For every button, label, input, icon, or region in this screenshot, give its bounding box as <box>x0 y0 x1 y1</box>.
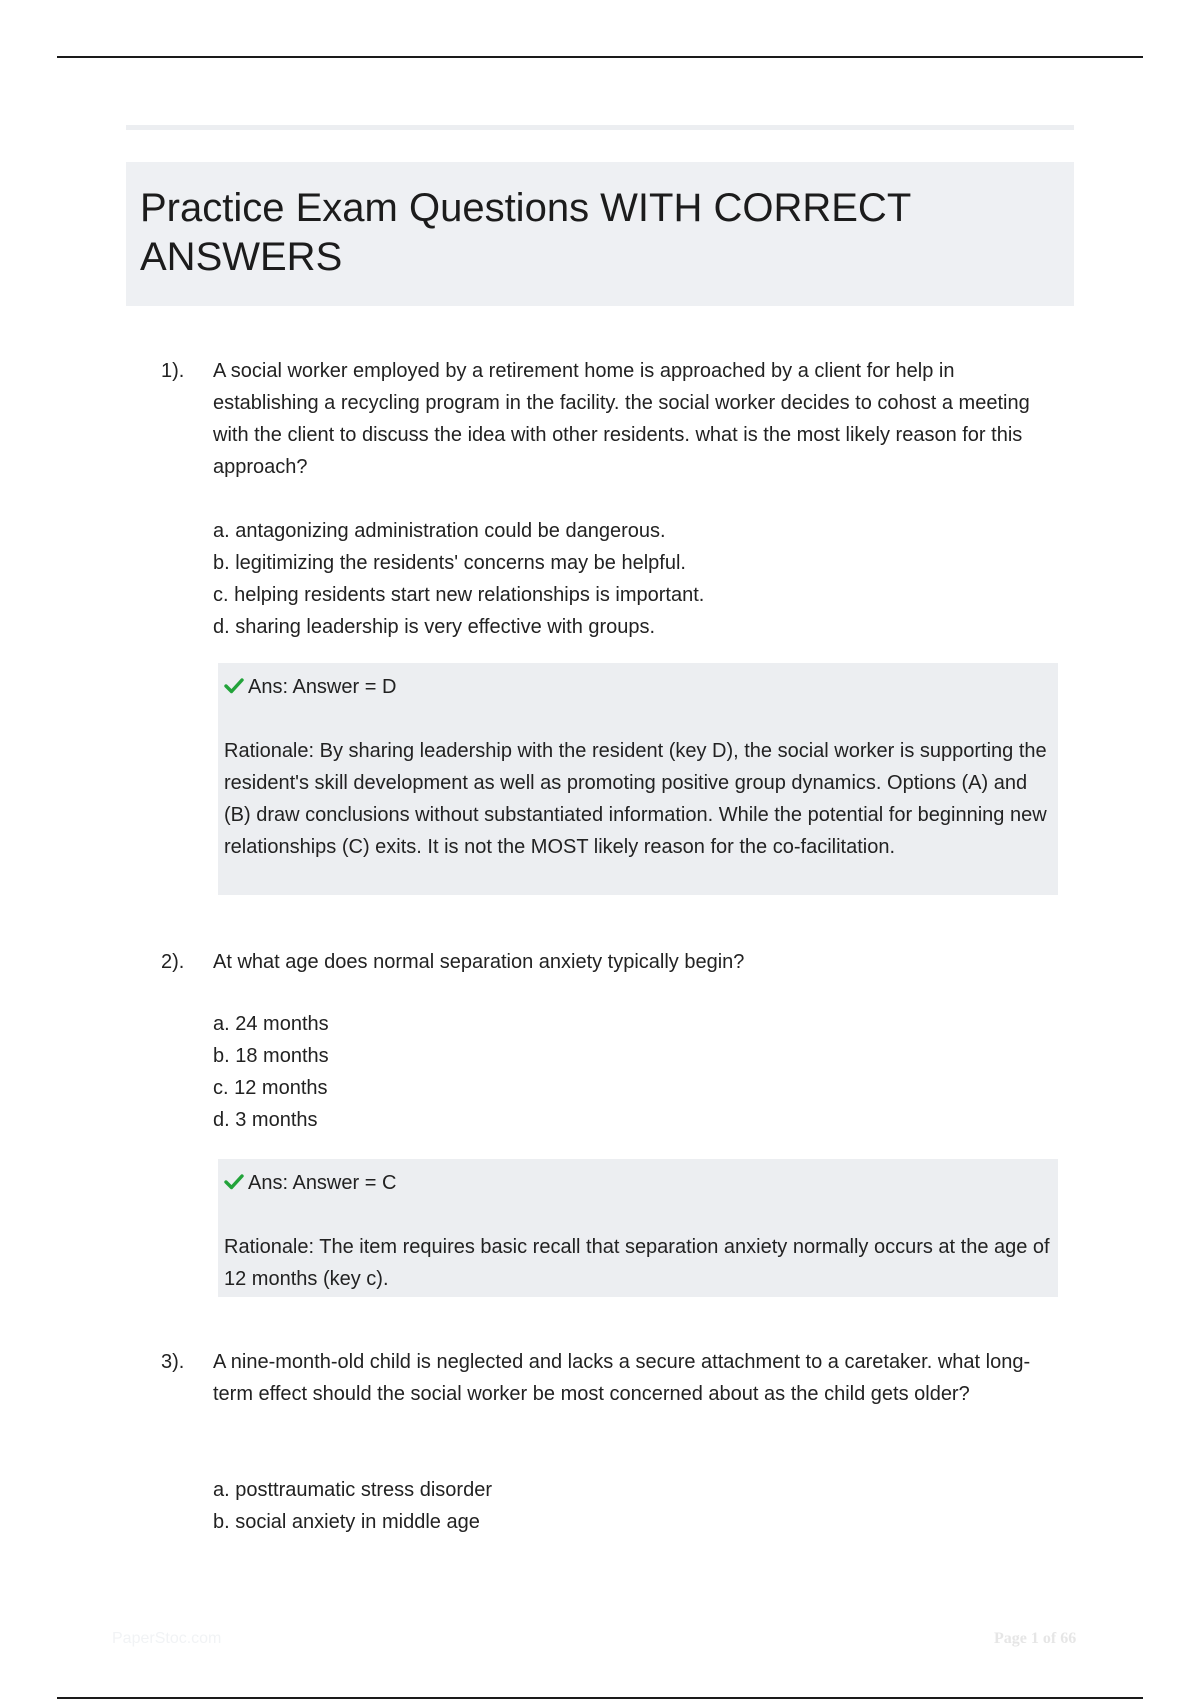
question-text: A social worker employed by a retirement home is approached by a client for help in establishing a recycling program in the facility. the social worker decides to cohost a meeting with the client to discuss the idea with other residents. what is the most likely reason for this approach? <box>213 360 1030 478</box>
option-a: a. 24 months <box>213 1013 329 1035</box>
check-icon <box>224 1173 244 1191</box>
page-title: Practice Exam Questions WITH CORRECT ANSWERS <box>140 186 911 279</box>
option-d: d. sharing leadership is very effective with groups. <box>213 616 656 638</box>
answer-line <box>224 1167 396 1199</box>
option-b: b. 18 months <box>213 1045 329 1067</box>
option-list <box>213 515 704 643</box>
answer-box <box>218 1159 1058 1297</box>
option-c: c. 12 months <box>213 1077 328 1099</box>
page-number: Page 1 of 66 <box>994 1630 1077 1647</box>
option-list <box>213 1008 329 1136</box>
question-text: At what age does normal separation anxiety typically begin? <box>213 951 745 973</box>
question-number: 2). <box>161 951 185 973</box>
option-list <box>213 1474 492 1538</box>
option-a: a. posttraumatic stress disorder <box>213 1479 492 1501</box>
check-icon <box>224 677 244 695</box>
answer-line <box>224 671 396 703</box>
option-d: d. 3 months <box>213 1109 318 1131</box>
title-box <box>126 162 1074 306</box>
bottom-rule <box>57 1697 1143 1699</box>
question-text: A nine-month-old child is neglected and lacks a secure attachment to a caretaker. what long-term effect should the social worker be most concerned about as the child gets older? <box>213 1351 1031 1405</box>
header-divider <box>126 125 1074 130</box>
answer-box <box>218 663 1058 895</box>
question-number: 1). <box>161 360 185 382</box>
top-rule <box>57 56 1143 58</box>
rationale-text: Rationale: The item requires basic recall that separation anxiety normally occurs at the age of 12 months (key c). <box>224 1236 1050 1290</box>
rationale-text: Rationale: By sharing leadership with the resident (key D), the social worker is supporting the resident's skill development as well as promoting positive group dynamics. Options (A) and (B) draw conclusions without substantiated information. While the potential for beginning new relationships (C) exits. It is not the MOST likely reason for the co-facilitation. <box>224 740 1047 858</box>
watermark: PaperStoc.com <box>112 1630 222 1647</box>
question-number: 3). <box>161 1351 185 1373</box>
option-b: b. legitimizing the residents' concerns may be helpful. <box>213 552 686 574</box>
answer-text: Ans: Answer = C <box>248 1172 397 1194</box>
option-c: c. helping residents start new relationships is important. <box>213 584 705 606</box>
option-a: a. antagonizing administration could be dangerous. <box>213 520 666 542</box>
option-b: b. social anxiety in middle age <box>213 1511 480 1533</box>
answer-text: Ans: Answer = D <box>248 676 397 698</box>
